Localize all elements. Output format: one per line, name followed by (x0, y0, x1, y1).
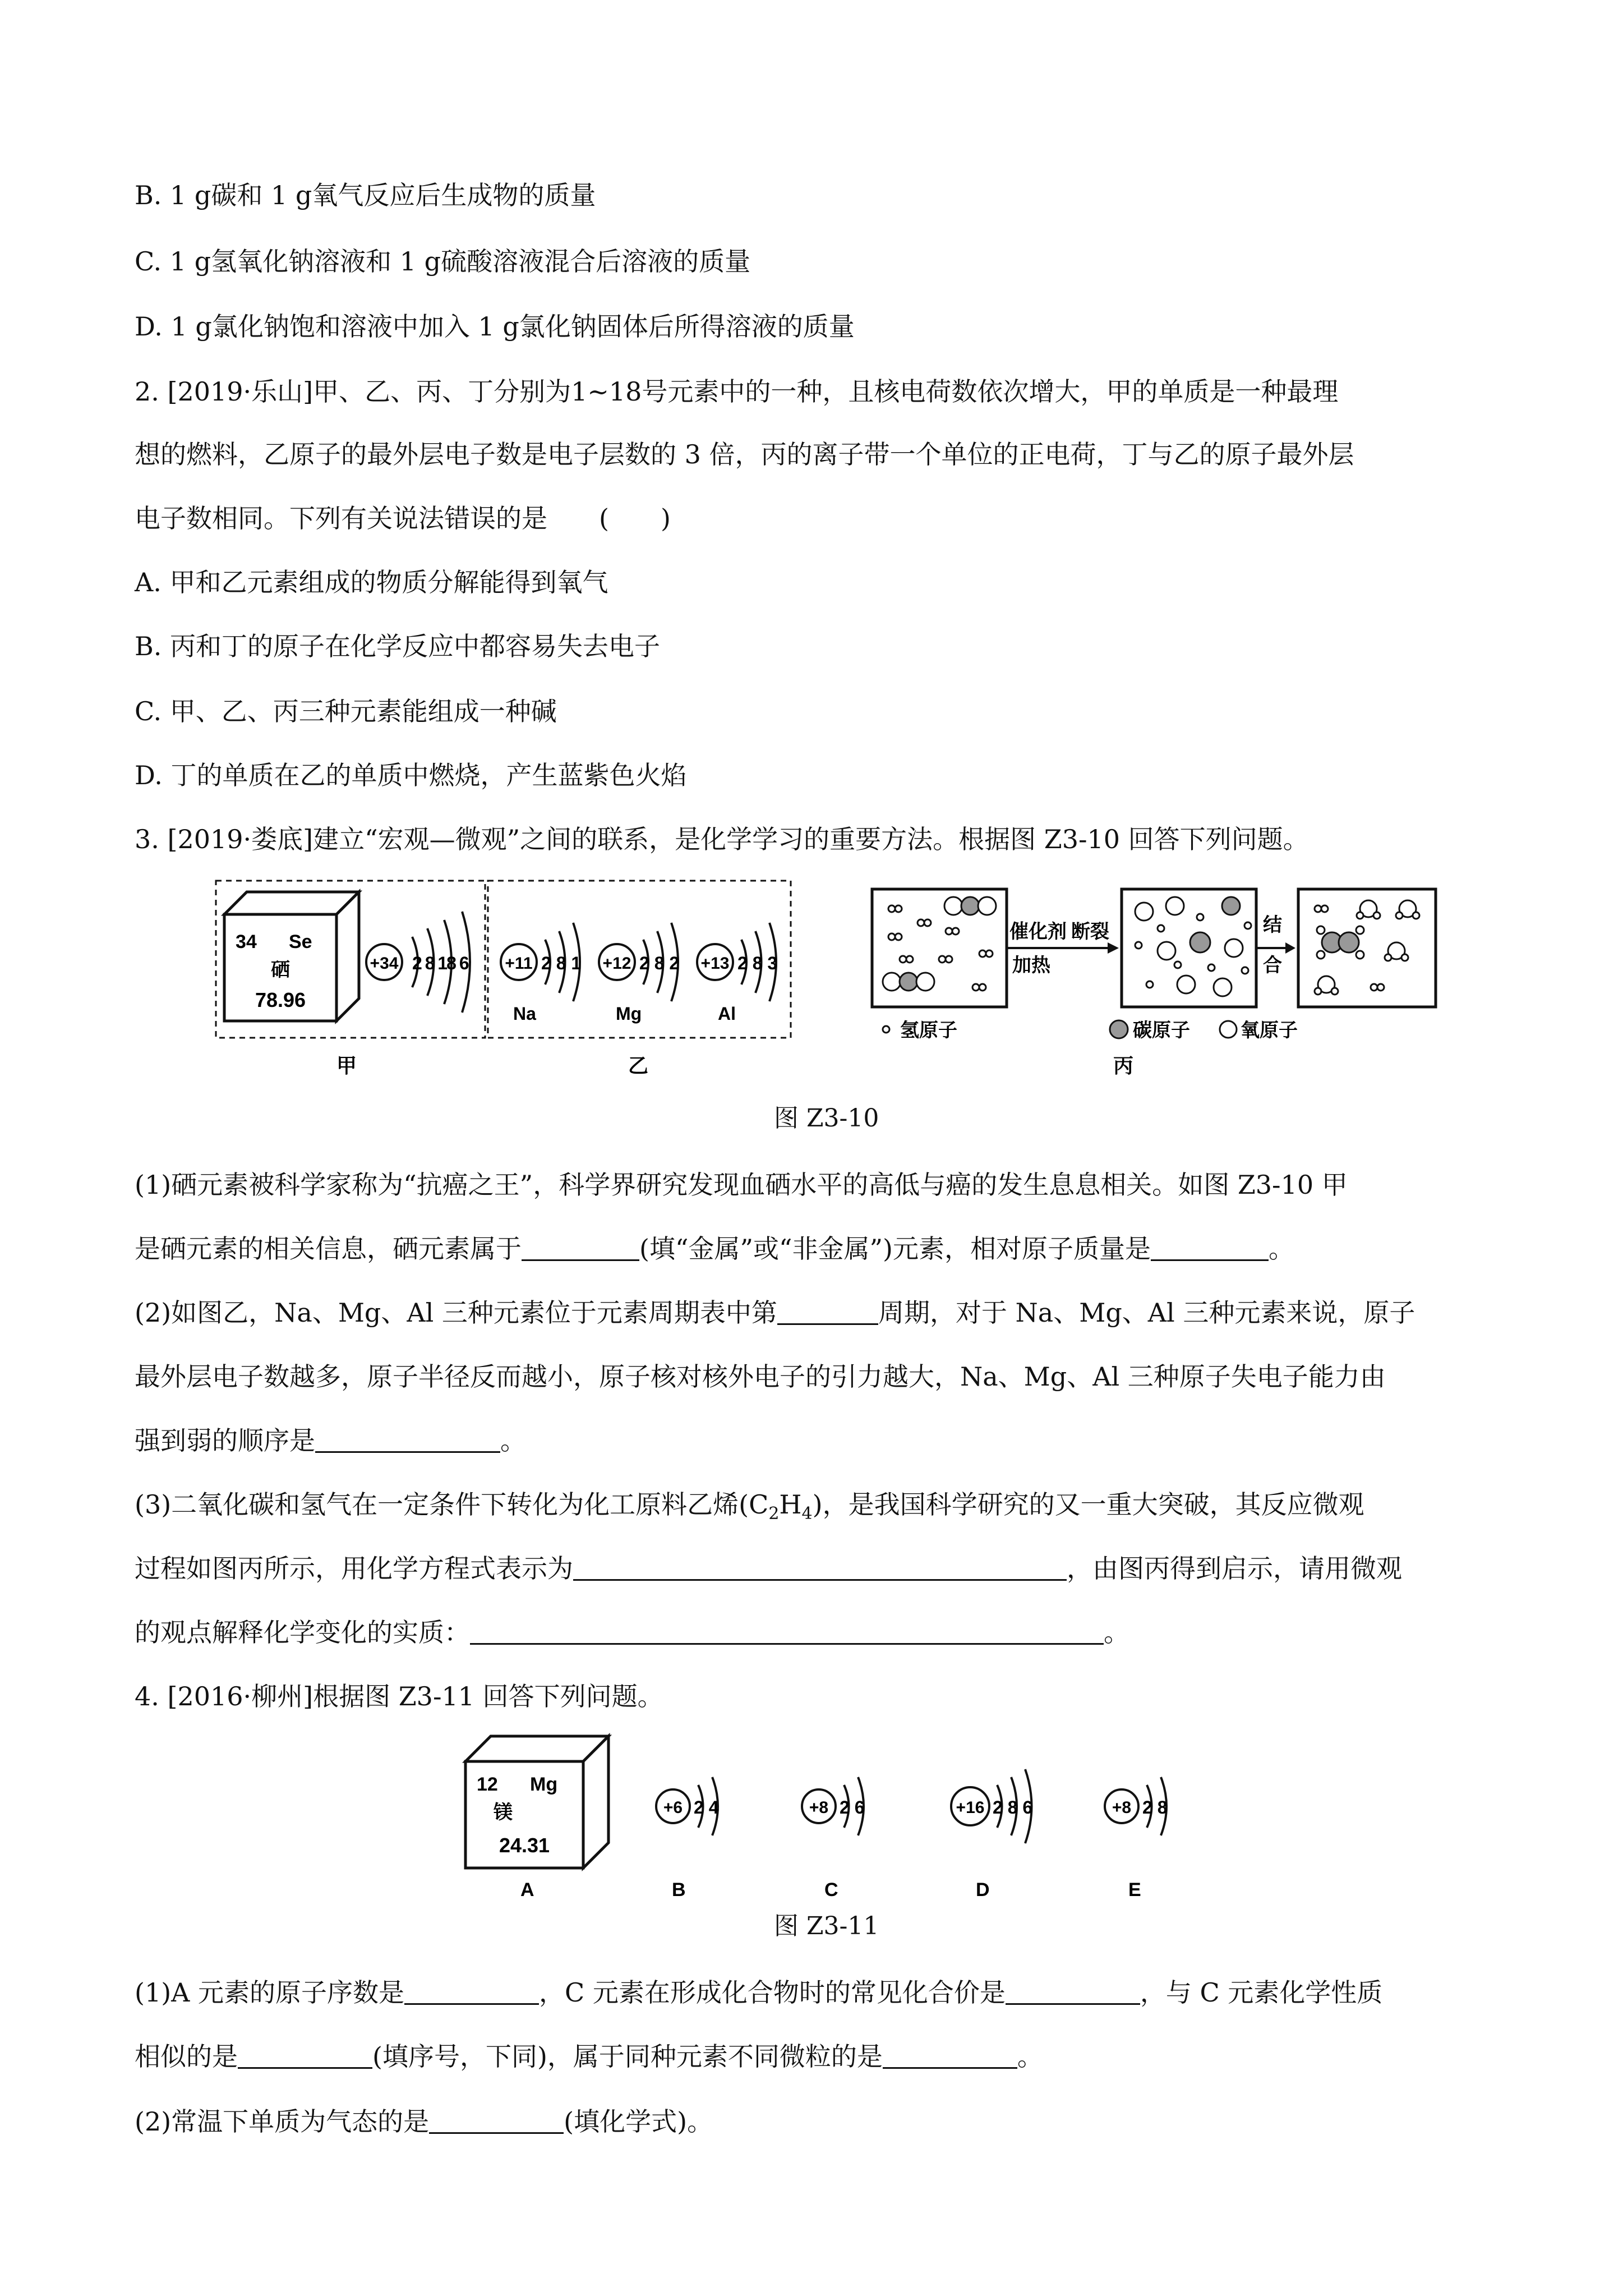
q3-part3-text-a: (3)二氧化碳和氢气在一定条件下转化为化工原料乙烯(C (135, 1489, 769, 1520)
arrow-label-catalyst: 催化剂 (1009, 921, 1067, 943)
q4-part2-line (135, 2105, 713, 2138)
se-atom-diagram (366, 912, 470, 1013)
q3-part1-line1: (1)硒元素被科学家称为“抗癌之王”，科学界研究发现血硒水平的高低与癌的发生息息相关。如图 Z3-10 甲 (135, 1170, 1348, 1200)
q4-part1-text-c: ，与 C 元素化学性质 (1140, 1977, 1383, 2008)
q3-part3-text-d: ，由图丙得到启示，请用微观 (1067, 1553, 1402, 1584)
q3-part2-text-c: 强到弱的顺序是 (135, 1425, 315, 1456)
label-a: A (520, 1879, 534, 1901)
reaction-box-reactants (872, 889, 1007, 1007)
mg-element-name: 镁 (494, 1801, 513, 1824)
atom-b-diagram (656, 1777, 719, 1835)
q3-part2-line2: 最外层电子数越多，原子半径反而越小，原子核对核外电子的引力越大，Na、Mg、Al 三种原子失电子能力由 (135, 1361, 1386, 1392)
answer-blank-period[interactable] (777, 1299, 878, 1325)
q4-part2-text-b: (填化学式)。 (564, 2106, 713, 2137)
q2-option-d: D. 丁的单质在乙的单质中燃烧，产生蓝紫色火焰 (135, 760, 687, 790)
q2-option-b: B. 丙和丁的原子在化学反应中都容易失去电子 (135, 631, 661, 661)
se-symbol: Se (289, 931, 312, 953)
q2-stem-line2: 想的燃料，乙原子的最外层电子数是电子层数的 3 倍，丙的离子带一个单位的正电荷，丁与乙的原子最外层 (135, 439, 1354, 470)
figure-z3-10 (213, 875, 1447, 1111)
q3-part3-line1 (135, 1488, 1364, 1531)
b-nucleus-charge: +6 (663, 1798, 683, 1817)
figure-z3-11-caption: 图 Z3-11 (774, 1912, 879, 1940)
formula-h: H (779, 1489, 802, 1520)
answer-blank-gas[interactable] (429, 2108, 564, 2134)
answer-blank-valence[interactable] (1006, 1978, 1140, 2005)
answer-blank-equation[interactable] (573, 1554, 1067, 1581)
reaction-arrow-break (1007, 921, 1119, 977)
q2-option-c: C. 甲、乙、丙三种元素能组成一种碱 (135, 696, 557, 726)
arrow-label-he: 合 (1263, 954, 1282, 977)
na-atom-diagram (501, 923, 581, 1024)
e-nucleus-charge: +8 (1112, 1798, 1132, 1817)
mg-element-symbol: Mg (530, 1774, 558, 1795)
legend-carbon-label: 碳原子 (1133, 1019, 1190, 1042)
q3-part2-text-d: 。 (500, 1425, 526, 1456)
q4-part1-line1 (135, 1976, 1382, 2009)
b-electron-shells: 2 4 (694, 1797, 719, 1818)
atom-d-diagram (951, 1769, 1032, 1843)
q2-stem-line3: 电子数相同。下列有关说法错误的是 ( ) (135, 503, 671, 533)
answer-blank-similar[interactable] (238, 2042, 372, 2069)
q3-part2-line1 (135, 1296, 1415, 1329)
answer-blank-essence[interactable] (470, 1618, 1104, 1645)
se-atomic-mass: 78.96 (255, 988, 306, 1011)
legend-hydrogen-label: 氢原子 (900, 1019, 957, 1042)
atom-e-diagram (1105, 1777, 1167, 1835)
label-b: B (672, 1879, 686, 1901)
q4-part1-text-d: 相似的是 (135, 2041, 238, 2072)
legend-oxygen-symbol (1220, 1021, 1237, 1038)
al-nucleus-charge: +13 (700, 954, 730, 973)
legend-carbon-symbol (1110, 1020, 1128, 1038)
legend-hydrogen-symbol (883, 1026, 889, 1033)
e-electron-shells: 2 8 (1142, 1797, 1168, 1818)
al-label: Al (718, 1004, 736, 1024)
answer-blank-se-mass[interactable] (1151, 1235, 1269, 1261)
arrow-label-jie: 结 (1263, 914, 1282, 936)
d-electron-shells: 2 8 6 (993, 1797, 1033, 1818)
figure-z3-10-caption: 图 Z3-10 (774, 1104, 879, 1133)
q3-part3-line2 (135, 1552, 1402, 1585)
q2-stem-line1: 2. [2019·乐山]甲、乙、丙、丁分别为1~18号元素中的一种，且核电荷数依次增大，甲的单质是一种最理 (135, 376, 1339, 407)
mg-electron-shells: 2 8 2 (639, 953, 680, 973)
q3-part2-text-a: (2)如图乙，Na、Mg、Al 三种元素位于元素周期表中第 (135, 1297, 777, 1328)
q1-option-c: C. 1 g氢氧化钠溶液和 1 g硫酸溶液混合后溶液的质量 (135, 246, 751, 277)
q4-part1-text-e: (填序号，下同)，属于同种元素不同微粒的是 (372, 2041, 883, 2072)
label-d: D (976, 1879, 990, 1901)
se-atomic-number: 34 (236, 931, 257, 953)
se-name: 硒 (271, 959, 290, 981)
q3-part3-text-e: 的观点解释化学变化的实质： (135, 1617, 470, 1648)
q3-part3-line3 (135, 1616, 1129, 1649)
na-nucleus-charge: +11 (505, 954, 533, 973)
answer-blank-se-type[interactable] (522, 1235, 639, 1261)
se-nucleus-charge: +34 (370, 954, 399, 973)
reaction-box-products (1298, 889, 1436, 1007)
arrow-label-break: 断裂 (1071, 921, 1109, 943)
q3-part1-text-a: 是硒元素的相关信息，硒元素属于 (135, 1234, 522, 1264)
mg-atomic-mass: 24.31 (499, 1834, 550, 1857)
q4-part1-text-a: (1)A 元素的原子序数是 (135, 1977, 405, 2008)
label-yi: 乙 (628, 1054, 649, 1078)
q3-part3-text-c: 过程如图丙所示，用化学方程式表示为 (135, 1553, 573, 1584)
q4-part1-text-b: ，C 元素在形成化合物时的常见化合价是 (539, 1977, 1006, 2008)
magnesium-element-cube (465, 1736, 608, 1868)
figure-z3-11 (460, 1722, 1200, 1907)
q4-part1-line2 (135, 2040, 1043, 2073)
selenium-element-cube (224, 892, 359, 1021)
q4-part1-text-f: 。 (1017, 2041, 1043, 2072)
atom-c-diagram (802, 1777, 864, 1835)
q3-intro: 3. [2019·娄底]建立“宏观—微观”之间的联系，是化学学习的重要方法。根据图 Z3-10 回答下列问题。 (135, 824, 1309, 854)
reaction-legend (883, 1019, 1298, 1042)
q3-part1-text-b: (填“金属”或“非金属”)元素，相对原子质量是 (639, 1234, 1151, 1264)
label-e: E (1128, 1879, 1141, 1901)
na-label: Na (513, 1004, 536, 1024)
q3-part2-line3 (135, 1424, 526, 1457)
q2-option-a: A. 甲和乙元素组成的物质分解能得到氧气 (135, 567, 608, 597)
se-electron-shells: 2 8 18 6 (412, 953, 468, 973)
mg-atomic-number: 12 (477, 1774, 498, 1795)
label-jia: 甲 (336, 1054, 357, 1078)
reaction-arrow-combine (1256, 914, 1295, 977)
c-electron-shells: 2 6 (840, 1797, 865, 1818)
q3-part3-text-f: 。 (1104, 1617, 1129, 1648)
q4-intro: 4. [2016·柳州]根据图 Z3-11 回答下列问题。 (135, 1681, 663, 1711)
reaction-box-atoms (1122, 889, 1256, 1007)
q3-part1-text-c: 。 (1268, 1234, 1294, 1264)
q3-part3-text-b: )，是我国科学研究的又一重大突破，其反应微观 (812, 1489, 1364, 1520)
formula-subscript-2: 2 (768, 1504, 780, 1524)
q1-option-d: D. 1 g氯化钠饱和溶液中加入 1 g氯化钠固体后所得溶液的质量 (135, 311, 855, 342)
al-atom-diagram (697, 923, 777, 1024)
answer-blank-same-element[interactable] (883, 2042, 1017, 2069)
al-electron-shells: 2 8 3 (737, 953, 778, 973)
formula-subscript-4: 4 (801, 1504, 813, 1524)
answer-blank-atomic-number[interactable] (404, 1978, 539, 2005)
arrow-label-heat: 加热 (1012, 954, 1050, 977)
q3-part1-line2 (135, 1232, 1294, 1266)
d-nucleus-charge: +16 (956, 1798, 985, 1817)
legend-oxygen-label: 氧原子 (1241, 1019, 1298, 1042)
c-nucleus-charge: +8 (809, 1798, 829, 1817)
answer-blank-order[interactable] (315, 1427, 500, 1453)
mg-nucleus-charge: +12 (602, 954, 631, 973)
label-bing: 丙 (1113, 1054, 1134, 1078)
q3-part2-text-b: 周期，对于 Na、Mg、Al 三种元素来说，原子 (878, 1297, 1415, 1328)
q4-part2-text-a: (2)常温下单质为气态的是 (135, 2106, 430, 2137)
mg-atom-diagram (599, 923, 679, 1024)
na-electron-shells: 2 8 1 (541, 953, 582, 973)
mg-label: Mg (616, 1004, 642, 1024)
q1-option-b: B. 1 g碳和 1 g氧气反应后生成物的质量 (135, 180, 596, 210)
label-c: C (824, 1879, 838, 1901)
